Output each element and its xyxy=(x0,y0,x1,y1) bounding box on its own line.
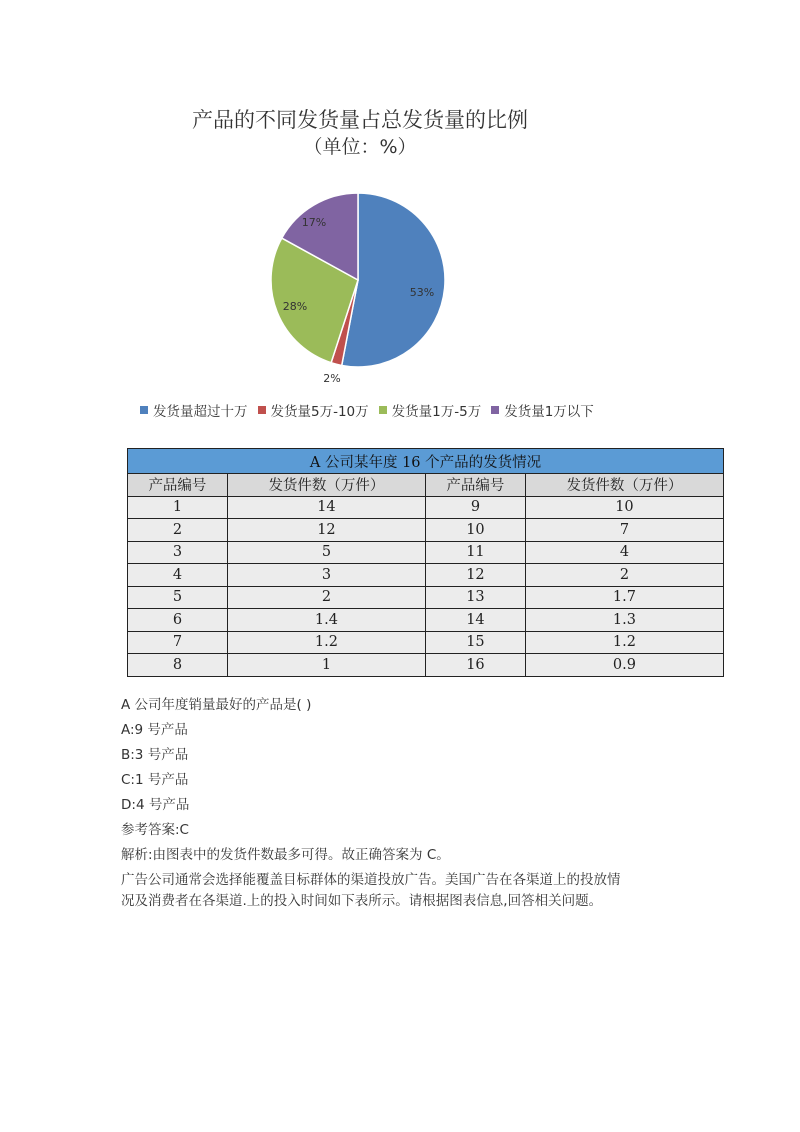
table-row xyxy=(128,631,724,654)
legend-item xyxy=(379,400,482,420)
legend-swatch xyxy=(140,406,148,414)
legend-label: 发货量1万-5万 xyxy=(391,404,482,420)
table-cell: 1.7 xyxy=(525,586,723,609)
column-header: 产品编号 xyxy=(128,474,228,497)
table-cell: 1.2 xyxy=(525,631,723,654)
pie-chart xyxy=(250,180,470,390)
table-header-row xyxy=(128,474,724,497)
table-row xyxy=(128,496,724,519)
table-row xyxy=(128,609,724,632)
table-cell: 12 xyxy=(425,564,525,587)
table-cell: 11 xyxy=(425,541,525,564)
table-cell: 2 xyxy=(525,564,723,587)
table-row xyxy=(128,654,724,677)
table-cell: 8 xyxy=(128,654,228,677)
table-cell: 15 xyxy=(425,631,525,654)
table-cell: 1.2 xyxy=(227,631,425,654)
table-cell: 1 xyxy=(227,654,425,677)
table-cell: 6 xyxy=(128,609,228,632)
slice-label: 2% xyxy=(323,372,341,385)
column-header: 发货件数（万件） xyxy=(525,474,723,497)
passage-line-1: 广告公司通常会选择能覆盖目标群体的渠道投放广告。美国广告在各渠道上的投放情 xyxy=(121,872,621,888)
table-cell: 12 xyxy=(227,519,425,542)
table-cell: 3 xyxy=(128,541,228,564)
table-cell: 1 xyxy=(128,496,228,519)
shipment-table xyxy=(127,448,724,677)
legend-item xyxy=(258,400,369,420)
option-b: B:3 号产品 xyxy=(121,747,189,763)
table-cell: 2 xyxy=(128,519,228,542)
table-cell: 2 xyxy=(227,586,425,609)
slice-label: 17% xyxy=(301,216,327,229)
table-cell: 4 xyxy=(525,541,723,564)
table-row xyxy=(128,541,724,564)
table-row xyxy=(128,564,724,587)
chart-legend xyxy=(140,400,594,420)
table-cell: 3 xyxy=(227,564,425,587)
table-cell: 5 xyxy=(227,541,425,564)
table-cell: 14 xyxy=(425,609,525,632)
table-caption: A 公司某年度 16 个产品的发货情况 xyxy=(128,449,724,474)
table-cell: 4 xyxy=(128,564,228,587)
question-stem: A 公司年度销量最好的产品是( ) xyxy=(121,697,312,713)
table-cell: 14 xyxy=(227,496,425,519)
table-cell: 7 xyxy=(525,519,723,542)
slice-label: 53% xyxy=(409,286,435,299)
column-header: 发货件数（万件） xyxy=(227,474,425,497)
column-header: 产品编号 xyxy=(425,474,525,497)
legend-swatch xyxy=(491,406,499,414)
table-cell: 9 xyxy=(425,496,525,519)
table-cell: 0.9 xyxy=(525,654,723,677)
table-cell: 7 xyxy=(128,631,228,654)
legend-item xyxy=(140,400,248,420)
option-d: D:4 号产品 xyxy=(121,797,190,813)
table-cell: 10 xyxy=(525,496,723,519)
table-cell: 10 xyxy=(425,519,525,542)
option-a: A:9 号产品 xyxy=(121,722,188,738)
option-c: C:1 号产品 xyxy=(121,772,189,788)
table-cell: 13 xyxy=(425,586,525,609)
table-row xyxy=(128,586,724,609)
legend-swatch xyxy=(258,406,266,414)
legend-swatch xyxy=(379,406,387,414)
table-cell: 1.4 xyxy=(227,609,425,632)
legend-label: 发货量5万-10万 xyxy=(270,404,369,420)
reference-answer: 参考答案:C xyxy=(121,822,189,838)
legend-label: 发货量1万以下 xyxy=(504,404,594,420)
chart-title: 产品的不同发货量占总发货量的比例 xyxy=(192,108,528,132)
answer-analysis: 解析:由图表中的发货件数最多可得。故正确答案为 C。 xyxy=(121,847,450,863)
chart-subtitle: （单位：%） xyxy=(303,136,417,158)
table-cell: 1.3 xyxy=(525,609,723,632)
legend-label: 发货量超过十万 xyxy=(153,404,248,420)
slice-label: 28% xyxy=(282,300,308,313)
legend-item xyxy=(491,400,594,420)
passage-line-2: 况及消费者在各渠道.上的投入时间如下表所示。请根据图表信息,回答相关问题。 xyxy=(121,893,603,909)
table-cell: 5 xyxy=(128,586,228,609)
table-cell: 16 xyxy=(425,654,525,677)
table-row xyxy=(128,519,724,542)
